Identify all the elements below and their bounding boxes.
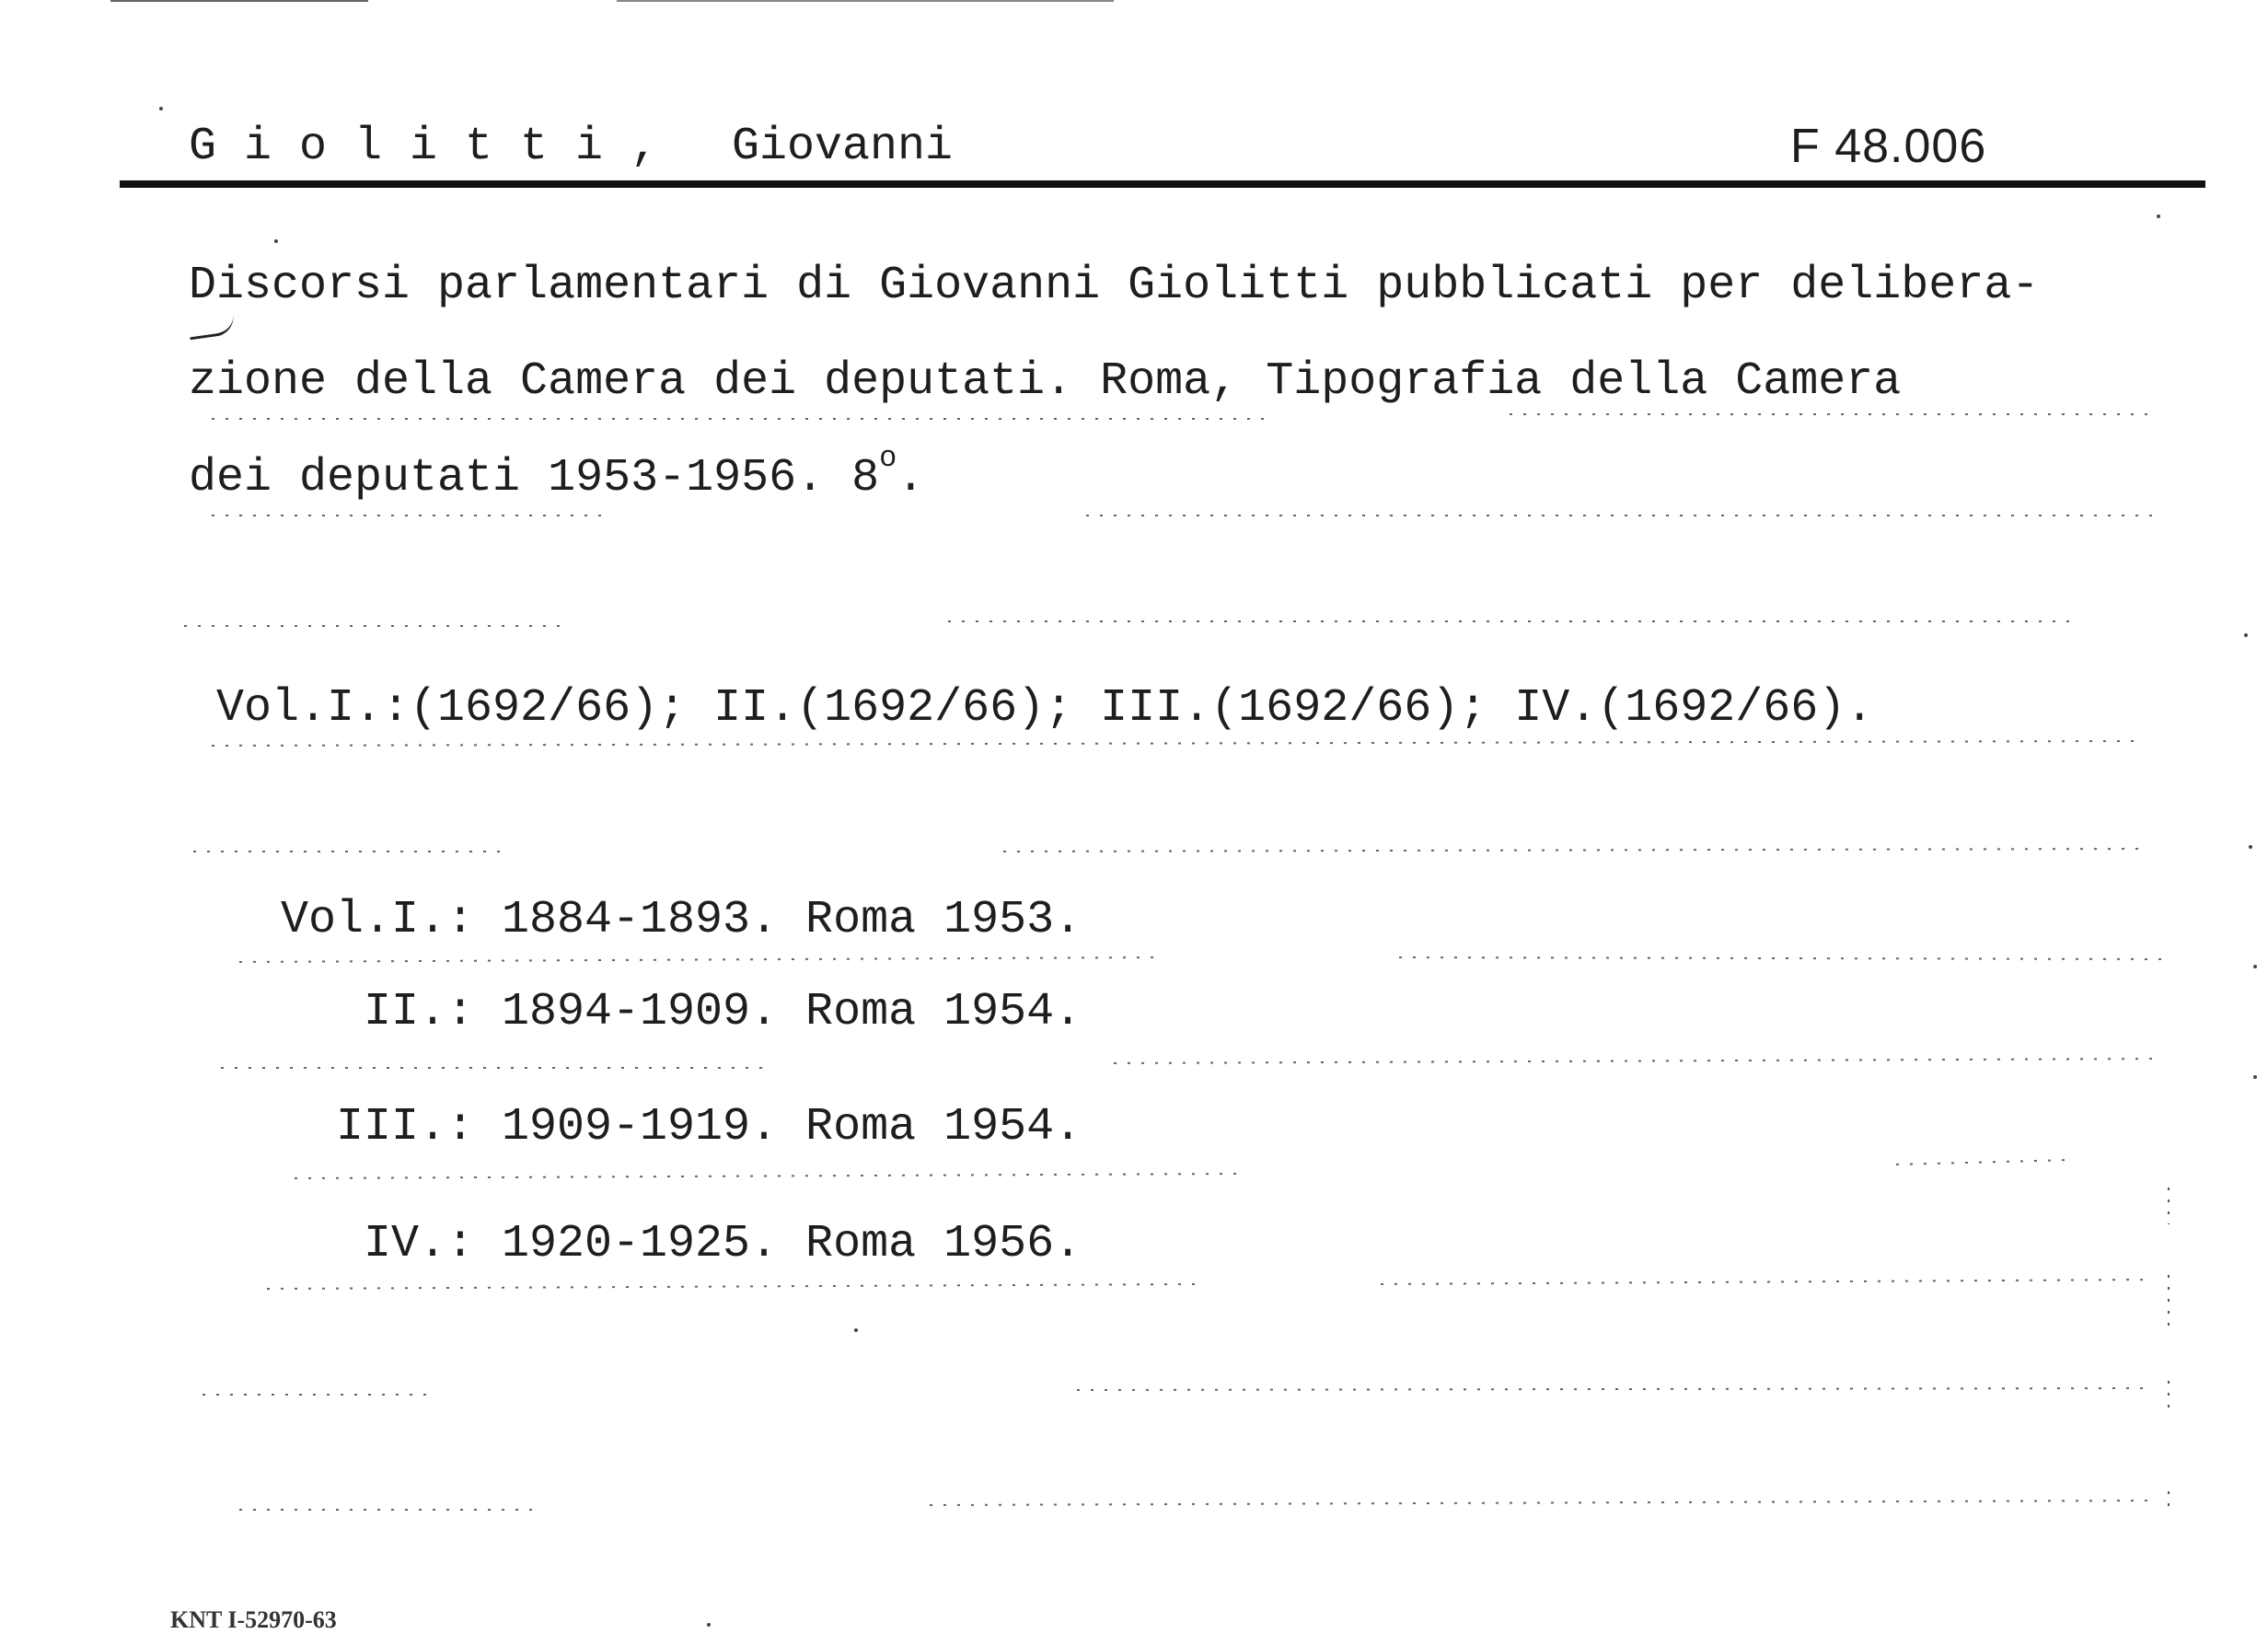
title-line (189, 441, 925, 504)
title-line: Discorsi parlamentari di Giovanni Giolitti pubblicati per delibera- (189, 260, 2040, 312)
title-line: zione della Camera dei deputati. Roma, Tipografia della Camera (189, 355, 1902, 408)
volume-row (244, 1218, 1082, 1270)
author-given-name: Giovanni (732, 121, 954, 173)
volume-details: 1884-1893. Roma 1953. (474, 894, 1082, 946)
volume-row (244, 894, 1082, 946)
volume-details: 1909-1919. Roma 1954. (474, 1101, 1082, 1153)
format-end: . (897, 452, 925, 504)
volume-label: Vol.I.: (280, 894, 474, 946)
top-edge-rule (110, 0, 368, 2)
pencil-underline-mark (188, 315, 236, 341)
volume-label: II.: (363, 986, 474, 1038)
volume-details: 1920-1925. Roma 1956. (474, 1218, 1082, 1270)
heading-rule (120, 180, 2205, 188)
shelfmark: F 48.006 (1790, 120, 1987, 173)
footer-code: KNT I-52970-63 (170, 1606, 337, 1633)
volume-row (244, 1101, 1082, 1153)
format-superscript: o (879, 441, 897, 475)
holdings-line: Vol.I.:(1692/66); II.(1692/66); III.(1692/66); IV.(1692/66). (216, 682, 1874, 735)
top-edge-rule (617, 0, 1114, 2)
author-surname: Giolitti, (189, 121, 687, 173)
volume-details: 1894-1909. Roma 1954. (474, 986, 1082, 1038)
volume-row (244, 986, 1082, 1038)
volume-label: III.: (335, 1101, 474, 1153)
volume-label: IV.: (363, 1218, 474, 1270)
imprint-text: dei deputati 1953-1956. 8 (189, 452, 880, 504)
